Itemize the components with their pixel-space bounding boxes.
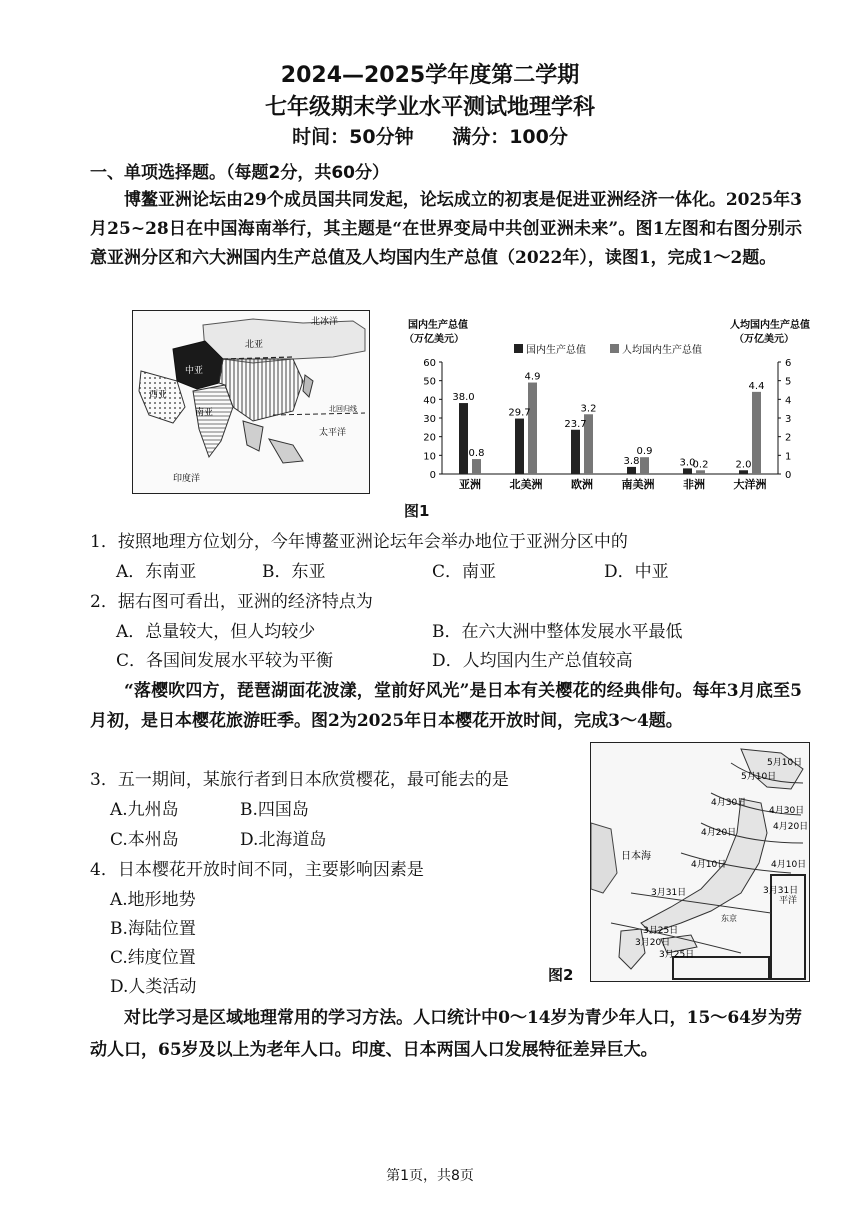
pacific-label: 太平洋 (319, 428, 347, 438)
bar-per-capita (528, 383, 537, 474)
question-2-stem: 2．据右图可看出，亚洲的经济特点为 (90, 592, 373, 612)
north-asia-label: 北亚 (245, 340, 264, 350)
data-label-gdp: 3.8 (623, 455, 640, 467)
sakura-date-label: 4月20日 (701, 828, 737, 838)
tick-right-label: 6 (785, 358, 792, 369)
question-1-stem: 1．按照地理方位划分，今年博鳌亚洲论坛年会举办地位于亚洲分区中的 (90, 532, 628, 552)
q1-option-a[interactable]: A．东南亚 (116, 562, 197, 582)
category-label: 欧洲 (571, 478, 593, 491)
q2-option-b[interactable]: B．在六大洲中整体发展水平最低 (432, 622, 683, 642)
tokyo-label: 东京 (721, 914, 737, 923)
data-label-per-capita: 4.4 (748, 380, 765, 392)
data-label-gdp: 3.0 (679, 457, 696, 469)
central-asia-label: 中亚 (185, 366, 204, 376)
gdp-chart-svg (400, 314, 832, 498)
q4-option-c[interactable]: C.纬度位置 (110, 948, 196, 968)
pacific-label-fig2: 平洋 (779, 896, 798, 906)
sakura-date-label: 3月25日 (659, 950, 695, 960)
category-label: 亚洲 (459, 478, 481, 491)
sakura-date-label: 4月30日 (711, 798, 747, 808)
sakura-date-label: 4月20日 (773, 822, 809, 832)
tick-right-label: 5 (785, 376, 792, 388)
category-label: 南美洲 (621, 478, 655, 491)
data-label-per-capita: 0.8 (468, 448, 485, 460)
q1-option-b[interactable]: B．东亚 (262, 562, 326, 582)
gdp-chart (400, 314, 832, 498)
tropic-label: 北回归线 (329, 405, 357, 413)
bar-per-capita (472, 459, 481, 474)
q2-option-d[interactable]: D．人均国内生产总值较高 (432, 651, 633, 671)
data-label-gdp: 29.7 (508, 407, 531, 419)
sea-label: 日本海 (621, 851, 651, 862)
tick-left-label: 10 (423, 451, 436, 463)
q2-option-a[interactable]: A．总量较大，但人均较少 (116, 622, 316, 642)
q1-option-d[interactable]: D．中亚 (604, 562, 669, 582)
bar-gdp (739, 470, 748, 474)
legend-swatch-per-capita (610, 344, 619, 353)
bar-per-capita (640, 457, 649, 474)
exam-title-line1: 2024—2025学年度第二学期 (280, 63, 580, 88)
category-label: 非洲 (683, 478, 705, 491)
sakura-date-label: 3月20日 (635, 938, 671, 948)
tick-left-label: 40 (423, 395, 436, 407)
q3-option-a[interactable]: A.九州岛 (110, 800, 179, 820)
q3-option-d[interactable]: D.北海道岛 (240, 830, 327, 850)
sakura-date-label: 4月30日 (769, 806, 805, 816)
tick-left-label: 60 (423, 358, 436, 369)
q4-option-a[interactable]: A.地形地势 (110, 890, 196, 910)
q2-option-c[interactable]: C．各国间发展水平较为平衡 (116, 651, 334, 671)
page-footer: 第1页，共8页 (386, 1168, 474, 1184)
exam-time-score (0, 122, 860, 149)
ylabel-right-1: 人均国内生产总值 (730, 320, 810, 331)
figure2-caption: 图2 (548, 966, 574, 984)
exam-score: 满分：100分 (452, 126, 568, 148)
sakura-date-label: 4月10日 (691, 860, 727, 870)
bar-gdp (627, 467, 636, 474)
ylabel-left-1: 国内生产总值 (408, 320, 468, 331)
data-label-per-capita: 3.2 (580, 403, 597, 415)
sakura-date-label: 3月31日 (651, 888, 687, 898)
ylabel-left-2: （万亿美元） (404, 334, 464, 345)
tick-left-label: 20 (423, 432, 436, 444)
asia-map-svg (133, 311, 369, 493)
exam-title-line2: 七年级期末学业水平测试地理学科 (264, 95, 595, 120)
sakura-date-label: 5月10日 (741, 772, 777, 782)
sakura-date-label: 5月10日 (767, 758, 803, 768)
west-asia-label: 西亚 (149, 390, 168, 400)
intro-paragraph-1: 博鳌亚洲论坛由29个成员国共同发起，论坛成立的初衷是促进亚洲经济一体化。2025年3月25~28日在中国海南举行，其主题是“在世界变局中共创亚洲未来”。图1左图和右图分别示意亚洲分区和六大洲国内生产总值及人均国内生产总值（2022年），读图1，完成1～2题。 (90, 190, 802, 268)
bar-gdp (515, 419, 524, 474)
japan-sakura-map-svg (591, 743, 809, 981)
tick-right-label: 0 (785, 470, 792, 481)
q4-option-d[interactable]: D.人类活动 (110, 977, 197, 997)
south-asia-label: 南亚 (195, 408, 214, 418)
data-label-gdp: 38.0 (452, 392, 475, 404)
tick-right-label: 1 (785, 451, 792, 463)
data-label-gdp: 23.7 (564, 418, 587, 430)
sakura-date-label: 3月31日 (763, 886, 799, 896)
asia-map (132, 310, 370, 494)
category-label: 大洋洲 (733, 478, 767, 491)
q1-option-c[interactable]: C．南亚 (432, 562, 497, 582)
data-label-gdp: 2.0 (735, 459, 752, 471)
legend-label-per-capita: 人均国内生产总值 (622, 345, 702, 356)
data-label-per-capita: 0.9 (636, 446, 653, 458)
tick-left-label: 30 (423, 414, 436, 425)
category-label: 北美洲 (509, 478, 543, 491)
legend-swatch-gdp (514, 344, 523, 353)
tick-left-label: 0 (429, 470, 436, 481)
tick-right-label: 3 (785, 414, 792, 425)
tick-left-label: 50 (423, 376, 436, 388)
bar-gdp (459, 403, 468, 474)
legend-label-gdp: 国内生产总值 (526, 345, 586, 356)
intro-paragraph-2: “落樱吹四方，琵琶湖面花波漾，堂前好风光”是日本有关樱花的经典俳句。每年3月底至5月初，是日本樱花旅游旺季。图2为2025年日本樱花开放时间，完成3～4题。 (90, 681, 802, 731)
question-3-stem: 3．五一期间，某旅行者到日本欣赏樱花，最可能去的是 (90, 770, 509, 790)
japan-sakura-map (590, 742, 810, 982)
tick-right-label: 4 (785, 395, 792, 407)
closing-paragraph: 对比学习是区域地理常用的学习方法。人口统计中0～14岁为青少年人口，15～64岁为劳动人口，65岁及以上为老年人口。印度、日本两国人口发展特征差异巨大。 (90, 1008, 802, 1060)
q3-option-c[interactable]: C.本州岛 (110, 830, 179, 850)
figure1-caption: 图1 (404, 502, 430, 520)
data-label-per-capita: 0.2 (692, 459, 709, 471)
question-4-stem: 4．日本樱花开放时间不同，主要影响因素是 (90, 860, 424, 880)
data-label-per-capita: 4.9 (524, 371, 541, 383)
ylabel-right-2: （万亿美元） (734, 334, 794, 345)
arctic-label: 北冰洋 (311, 317, 339, 327)
bar-gdp (571, 430, 580, 474)
indian-ocean-label: 印度洋 (173, 474, 201, 484)
bar-gdp (683, 468, 692, 474)
section-heading: 一、单项选择题。（每题2分，共60分） (90, 163, 389, 183)
sakura-date-label: 3月25日 (643, 926, 679, 936)
bar-per-capita (752, 392, 761, 474)
q3-option-b[interactable]: B.四国岛 (240, 800, 309, 820)
exam-time: 时间：50分钟 (292, 126, 414, 148)
sakura-date-label: 4月10日 (771, 860, 807, 870)
q4-option-b[interactable]: B.海陆位置 (110, 919, 196, 939)
bar-per-capita (696, 470, 705, 474)
tick-right-label: 2 (785, 432, 792, 444)
